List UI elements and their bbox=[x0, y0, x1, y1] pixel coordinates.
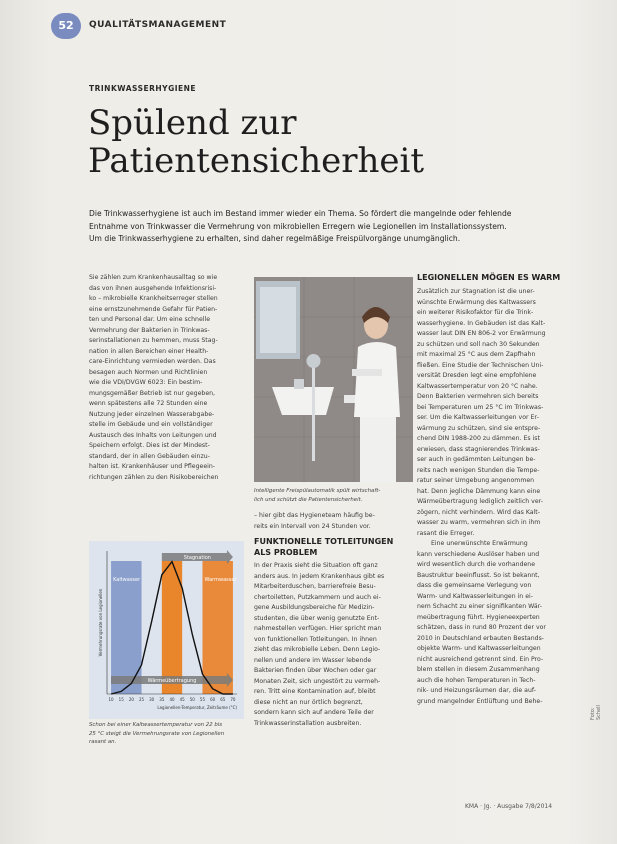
body-line: ratur seiner Umgebung angenommen bbox=[417, 477, 535, 484]
chart-x-tick: 25 bbox=[138, 697, 145, 702]
body-line: nem Schacht zu einer signifikanten Wär- bbox=[417, 603, 542, 610]
page-number-badge: 52 bbox=[51, 13, 81, 39]
caption-line: Schon bei einer Kaltwassertemperatur von 22 bis bbox=[89, 722, 223, 728]
chart-x-tick: 40 bbox=[169, 697, 175, 702]
caption-line: rasant an. bbox=[89, 739, 117, 745]
body-line: Eine unerwünschte Erwärmung bbox=[431, 540, 528, 547]
chart-x-tick: 35 bbox=[159, 697, 165, 702]
body-line: wenn spätestens alle 72 Stunden eine bbox=[89, 400, 208, 407]
body-line: Bakterien finden über Wochen oder gar bbox=[254, 667, 377, 674]
body-line: nation in allen Bereichen einer Health- bbox=[89, 347, 209, 355]
body-line: objekte Warm- und Kaltwasserleitungen bbox=[417, 645, 541, 652]
body-line: stelle im Gebäude und ein vollständiger bbox=[89, 421, 213, 428]
photo-caption bbox=[254, 487, 412, 504]
photo-credit: Foto: Schell bbox=[590, 705, 602, 720]
body-line: hat. Denn jegliche Dämmung kann eine bbox=[417, 487, 541, 495]
body-line: Zusätzlich zur Stagnation ist die uner- bbox=[417, 288, 535, 295]
body-line: versität Dresden legt eine empfohlene bbox=[417, 372, 537, 379]
photo-bathroom-nurse bbox=[254, 277, 413, 482]
body-line: richtungen zählen zu den Risikobereichen bbox=[89, 473, 219, 481]
chart-svg bbox=[89, 541, 244, 719]
body-line: dass die gemeinsame Verlegung von bbox=[417, 582, 532, 589]
body-column-2 bbox=[254, 561, 412, 729]
body-line: reits ein Intervall von 24 Stunden vor. bbox=[254, 522, 371, 530]
caption-line: lich und schützt die Patientensicherheit. bbox=[254, 496, 363, 503]
page-footer: KMA · Jg. · Ausgabe 7/8/2014 bbox=[465, 803, 553, 810]
body-line: studenten, die über wenig genutzte Ent- bbox=[254, 614, 380, 622]
chart-y-label: Vermehrungsrate von Legionellen bbox=[98, 588, 103, 657]
body-line: ser auch in gedämmten Leitungen be- bbox=[417, 456, 536, 463]
body-line: wasserhygiene. In Gebäuden ist das Kalt- bbox=[417, 319, 546, 327]
chart-x-tick: 15 bbox=[118, 697, 124, 702]
body-line: besagen auch Normen und Richtlinien bbox=[89, 368, 208, 376]
subheading-line: ALS PROBLEM bbox=[254, 548, 318, 557]
body-line: blem stellen in diesem Zusammenhang bbox=[417, 666, 540, 673]
body-line: Wärmeübertragung lediglich zeitlich ver- bbox=[417, 498, 544, 505]
chart-x-tick: 70 bbox=[230, 697, 236, 702]
body-line: Warm- und Kaltwasserleitungen in ei- bbox=[417, 592, 533, 600]
body-line: von funktionellen Totleitungen. In ihnen bbox=[254, 635, 377, 643]
subheading-legionellen: LEGIONELLEN MÖGEN ES WARM bbox=[417, 273, 561, 282]
body-line: nicht ausreichend getrennt sind. Ein Pro- bbox=[417, 655, 544, 663]
body-line: kann verschiedene Auslöser haben und bbox=[417, 550, 540, 558]
body-line: serinstallationen zu hemmen, muss Stag- bbox=[89, 337, 218, 344]
body-line: wird wesentlich durch die vorhandene bbox=[417, 561, 536, 568]
subheading-totleitungen bbox=[254, 536, 393, 558]
body-column-1 bbox=[89, 273, 249, 483]
body-line: reits nach wenigen Stunden die Tempe- bbox=[417, 466, 540, 474]
chart-arrow-label: Stagnation bbox=[183, 555, 211, 561]
body-line: gene Ausbildungsbereiche für Medizin- bbox=[254, 604, 375, 611]
article-title bbox=[88, 104, 528, 180]
body-line: Kaltwassertemperatur von 20 °C nahe. bbox=[417, 382, 538, 390]
chart-x-tick: 20 bbox=[128, 697, 134, 702]
body-line: ser. Um die Kaltwasserleitungen vor Er- bbox=[417, 414, 539, 421]
body-line: chertoiletten, Putzkammern und auch ei- bbox=[254, 593, 381, 601]
body-line: ten und Personal dar. Um eine schnelle bbox=[89, 316, 211, 323]
body-line: ein weiterer Risikofaktor für die Trink- bbox=[417, 309, 534, 316]
body-line: ren. Tritt eine Kontamination auf, bleibt bbox=[254, 688, 376, 695]
chart-x-tick: 30 bbox=[149, 697, 155, 702]
body-line: – hier gibt das Hygieneteam häufig be- bbox=[254, 512, 375, 519]
body-line: ko – mikrobielle Krankheitserreger stellen bbox=[89, 295, 218, 302]
body-line: zieht das mikrobielle Leben. Denn Legio- bbox=[254, 646, 381, 653]
body-line: Monaten Zeit, sich ungestört zu vermeh- bbox=[254, 677, 381, 685]
body-line: wärmung zu schützen, sind sie entspre- bbox=[417, 424, 541, 432]
body-line: nahmestellen verfügen. Hier spricht man bbox=[254, 625, 382, 632]
chart-x-label: Legionellen-Temperatur, Zeiträume (°C) bbox=[157, 705, 237, 710]
chart-x-tick: 60 bbox=[210, 697, 216, 702]
body-line: standard, der in allen Gebäuden einzu- bbox=[89, 452, 210, 460]
section-title: QUALITÄTSMANAGEMENT bbox=[89, 20, 227, 30]
body-line: wasser zu warm, vermehren sich in ihm bbox=[417, 519, 541, 526]
subheading-line: FUNKTIONELLE TOTLEITUNGEN bbox=[254, 537, 394, 546]
caption-line: Intelligente Freispülautomatik spült wirtschaft- bbox=[254, 488, 381, 494]
body-line: grund mangelnder Entlüftung und Behe- bbox=[417, 697, 543, 705]
body-line: Sie zählen zum Krankenhausalltag so wie bbox=[89, 274, 218, 281]
article-lead bbox=[89, 208, 529, 246]
body-column-2-top bbox=[254, 511, 412, 532]
body-column-3 bbox=[417, 287, 572, 707]
body-line: Baustruktur beeinflusst. So ist bekannt, bbox=[417, 571, 540, 579]
body-line: care-Einrichtung vermieden werden. Das bbox=[89, 358, 216, 365]
body-line: bei Temperaturen um 25 °C im Trinkwas- bbox=[417, 403, 544, 411]
title-line-1: Spülend zur bbox=[88, 103, 297, 143]
body-line: wünschte Erwärmung des Kaltwassers bbox=[417, 298, 536, 306]
chart-zone-label: Warmwasser bbox=[204, 577, 237, 583]
body-line: Trinkwasserinstallation ausbreiten. bbox=[254, 719, 362, 727]
body-line: zu schützen und soll nach 30 Sekunden bbox=[417, 340, 540, 348]
body-line: mungsgemäßer Betrieb ist nur gegeben, bbox=[89, 389, 216, 397]
body-line: eine ernstzunehmende Gefahr für Patien- bbox=[89, 305, 218, 313]
body-line: wasser laut DIN EN 806-2 vor Erwärmung bbox=[417, 330, 546, 337]
body-line: wie die VDI/DVGW 6023: Ein bestim- bbox=[89, 379, 203, 386]
body-line: sondern kann sich auf andere Teile der bbox=[254, 709, 374, 716]
caption-line: 25 °C steigt die Vermehrungsrate von Legionellen bbox=[89, 730, 225, 737]
body-line: meübertragung führt. Hygieneexperten bbox=[417, 613, 540, 621]
body-line: anders aus. In jedem Krankenhaus gibt es bbox=[254, 572, 385, 580]
chart-x-tick: 65 bbox=[220, 697, 226, 702]
body-line: fließen. Eine Studie der Technischen Uni- bbox=[417, 361, 544, 369]
body-line: Nutzung jeder einzelnen Wasserabgabe- bbox=[89, 410, 215, 418]
body-line: Vermehrung der Bakterien in Trinkwas- bbox=[89, 326, 210, 334]
body-line: nik- und Heizungsräumen dar, die auf- bbox=[417, 687, 536, 694]
body-line: In der Praxis sieht die Situation oft ganz bbox=[254, 562, 378, 569]
chart-caption bbox=[89, 721, 249, 747]
body-line: Speichern erfolgt. Dies ist der Mindest- bbox=[89, 442, 210, 449]
lead-line: Um die Trinkwasserhygiene zu erhalten, sind daher regelmäßige Freispülvorgänge unumgänglich. bbox=[89, 234, 461, 243]
body-line: mit maximal 25 °C aus dem Zapfhahn bbox=[417, 351, 536, 358]
chart-arrow-label: Wärmeübertragung bbox=[147, 678, 197, 684]
chart-x-tick: 55 bbox=[199, 697, 206, 702]
body-line: rasant die Erreger. bbox=[417, 529, 475, 537]
body-line: erwiesen, dass stagnierendes Trinkwas- bbox=[417, 445, 540, 453]
body-line: 2010 in Deutschland erbauten Bestands- bbox=[417, 634, 545, 642]
body-line: Denn Bakterien vermehren sich bereits bbox=[417, 393, 539, 400]
chart-x-tick: 45 bbox=[179, 697, 185, 702]
body-line: Mitarbeiterduschen, barrierefreie Besu- bbox=[254, 583, 376, 590]
chart-x-tick: 50 bbox=[189, 697, 195, 702]
chart-zone-label: Kaltwasser bbox=[113, 577, 141, 583]
article-kicker: TRINKWASSERHYGIENE bbox=[89, 84, 197, 93]
legionella-chart bbox=[89, 541, 244, 719]
lead-line: Entnahme von Trinkwasser die Vermehrung von mikrobiellen Erregern wie Legionellen im Installationssystem. bbox=[89, 221, 507, 231]
chart-x-tick: 10 bbox=[108, 697, 114, 702]
title-line-2: Patientensicherheit bbox=[88, 141, 425, 181]
body-line: zögern, nicht verhindern. Wird das Kalt- bbox=[417, 508, 540, 516]
body-line: nellen und andere im Wasser lebende bbox=[254, 656, 372, 664]
body-line: diese nicht an nur örtlich begrenzt, bbox=[254, 698, 363, 706]
body-line: schätzen, dass in rund 80 Prozent der vor bbox=[417, 624, 546, 631]
body-line: das von ihnen ausgehende Infektionsrisi- bbox=[89, 284, 217, 292]
body-line: auch die hohen Temperaturen in Tech- bbox=[417, 676, 536, 684]
body-line: Austausch des Inhalts von Leitungen und bbox=[89, 431, 217, 439]
body-line: halten ist. Krankenhäuser und Pflegeein- bbox=[89, 463, 216, 470]
body-line: chend DIN 1988-200 zu dämmen. Es ist bbox=[417, 435, 540, 442]
lead-line: Die Trinkwasserhygiene ist auch im Bestand immer wieder ein Thema. So fördert die mangelnde oder fehlende bbox=[89, 209, 512, 218]
